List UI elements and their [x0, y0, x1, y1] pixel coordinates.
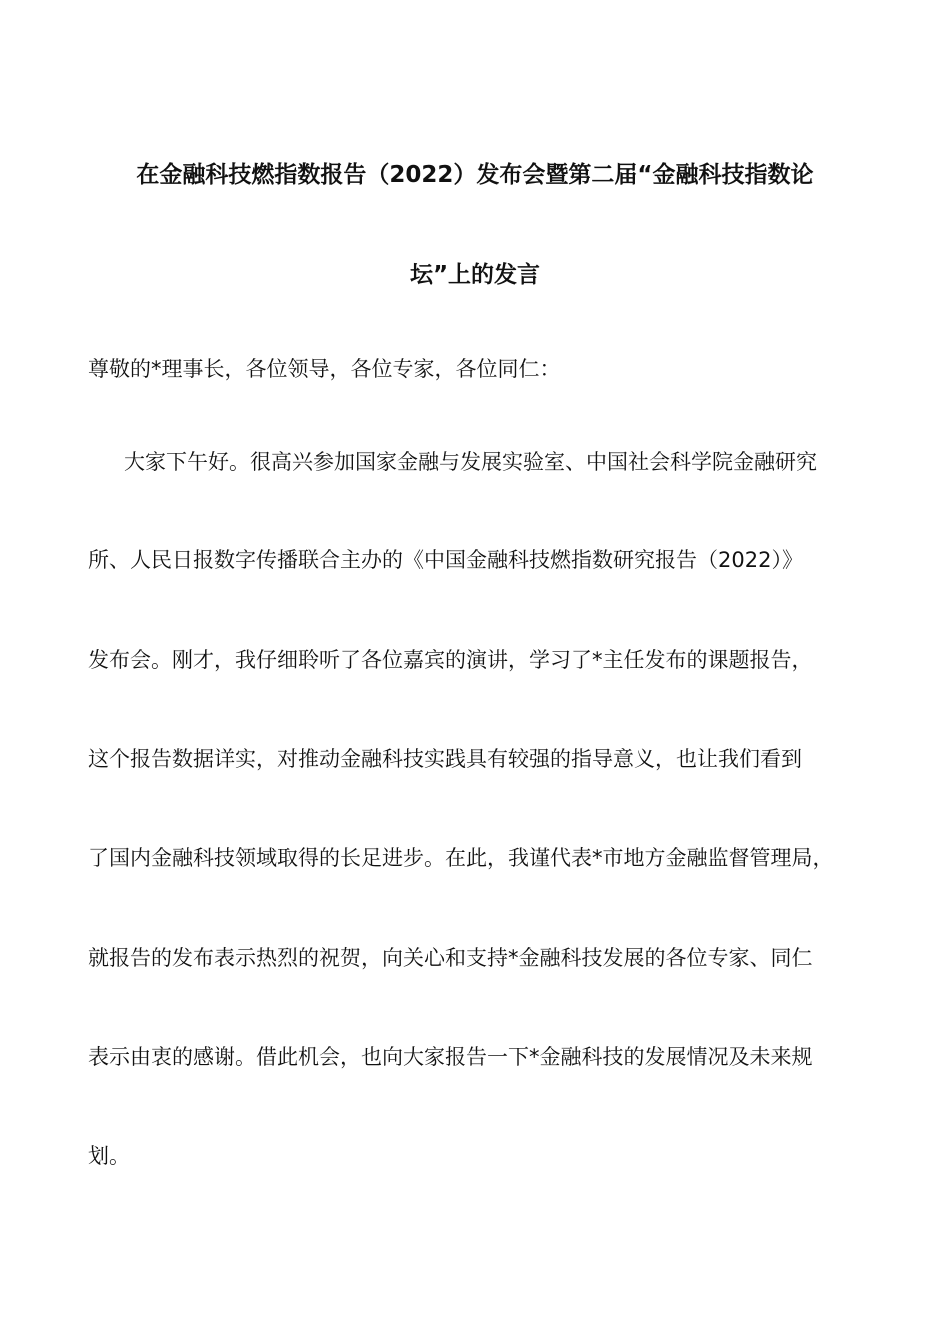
- body-line: 所、人民日报数字传播联合主办的《中国金融科技燃指数研究报告（2022）》: [88, 548, 803, 572]
- body-line: 表示由衷的感谢。借此机会，也向大家报告一下*金融科技的发展情况及未来规: [88, 1045, 813, 1069]
- body-line: 大家下午好。很高兴参加国家金融与发展实验室、中国社会科学院金融研究: [124, 450, 817, 474]
- body-line: 发布会。刚才，我仔细聆听了各位嘉宾的演讲，学习了*主任发布的课题报告，: [88, 648, 813, 672]
- body-line: 了国内金融科技领域取得的长足进步。在此，我谨代表*市地方金融监督管理局，: [88, 846, 834, 870]
- body-line: 这个报告数据详实，对推动金融科技实践具有较强的指导意义，也让我们看到: [88, 747, 802, 771]
- salutation: 尊敬的*理事长，各位领导，各位专家，各位同仁：: [88, 357, 561, 381]
- document-title-line-1: 在金融科技燃指数报告（2022）发布会暨第二届“金融科技指数论: [136, 162, 814, 188]
- document-title-line-2: 坛”上的发言: [409, 262, 541, 288]
- body-line: 就报告的发布表示热烈的祝贺，向关心和支持*金融科技发展的各位专家、同仁: [88, 946, 813, 970]
- body-line: 划。: [88, 1144, 130, 1168]
